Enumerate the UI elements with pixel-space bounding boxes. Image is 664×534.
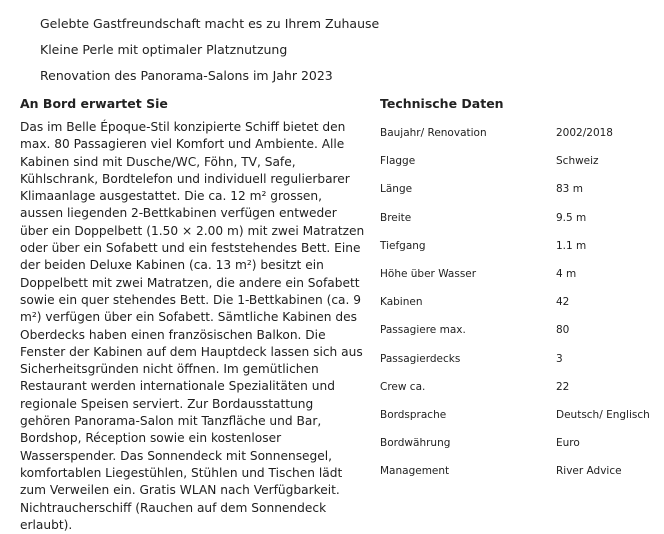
highlights-list [40, 16, 379, 94]
on-board-description: Das im Belle Époque-Stil konzipierte Schiff bietet den max. 80 Passagieren viel Komfort und Ambiente. Alle Kabinen sind mit Dusche/WC, Föhn, TV, Safe, Kühlschrank, Bordtelefon und individuell regulierbarer Klimaanlage ausgestattet. Die ca. 12 m² grossen, aussen liegenden 2-Bettkabinen verfügen entweder über ein Doppelbett (1.50 × 2.00 m) mit zwei Matratzen oder über ein Sofabett und ein feststehendes Bett. Eine der beiden Deluxe Kabinen (ca. 13 m²) besitzt ein Doppelbett mit zwei Matratzen, die andere ein Sofabett sowie ein quer stehendes Bett. Die 1-Bettkabinen (ca. 9 m²) verfügen über ein Sofabett. Sämtliche Kabinen des Oberdecks haben einen französischen Balkon. Die Fenster der Kabinen auf dem Hauptdeck lassen sich aus Sicherheitsgründen nicht öffnen. Im gemütlichen Restaurant werden internationale Spezialitäten und regionale Speisen serviert. Zur Bordausstattung gehören Panorama-Salon mit Tanzfläche und Bar, Bordshop, Réception sowie ein kostenloser Wasserspender. Das Sonnendeck mit Sonnensegel, komfortablen Liegestühlen, Stühlen und Tischen lädt zum Verweilen ein. Gratis WLAN nach Verfügbarkeit. Nichtraucherschiff (Rauchen auf dem Sonnendeck erlaubt). [20, 120, 365, 532]
spec-value: 83 m [556, 183, 583, 196]
spec-label: Passagiere max. [380, 324, 466, 337]
spec-value: Deutsch/ Englisch [556, 408, 650, 421]
spec-row [380, 401, 660, 429]
highlight-item: Renovation des Panorama-Salons im Jahr 2023 [40, 68, 333, 83]
spec-row [380, 147, 660, 175]
spec-row [380, 119, 660, 147]
spec-row [380, 429, 660, 457]
spec-label: Bordwährung [380, 437, 451, 450]
spec-value: 2002/2018 [556, 127, 613, 140]
spec-label: Kabinen [380, 296, 423, 309]
spec-label: Flagge [380, 155, 416, 168]
spec-value: Schweiz [556, 155, 599, 168]
spec-row [380, 260, 660, 288]
spec-value: 9.5 m [556, 211, 587, 224]
spec-label: Crew ca. [380, 380, 426, 393]
spec-label: Höhe über Wasser [380, 268, 477, 281]
spec-row [380, 345, 660, 373]
spec-value: River Advice [556, 465, 622, 478]
spec-label: Tiefgang [380, 239, 426, 252]
spec-value: Euro [556, 437, 580, 450]
spec-row [380, 316, 660, 344]
spec-label: Management [380, 465, 450, 478]
spec-value: 1.1 m [556, 239, 587, 252]
highlight-item: Gelebte Gastfreundschaft macht es zu Ihrem Zuhause [40, 16, 380, 31]
spec-row [380, 457, 660, 485]
spec-value: 3 [556, 352, 563, 365]
spec-row [380, 288, 660, 316]
highlight-item: Kleine Perle mit optimaler Platznutzung [40, 42, 288, 57]
spec-label: Länge [380, 183, 413, 196]
technical-data-table [380, 119, 660, 485]
spec-label: Bordsprache [380, 408, 447, 421]
technical-data-heading: Technische Daten [380, 96, 504, 111]
on-board-heading: An Bord erwartet Sie [20, 96, 168, 111]
spec-value: 22 [556, 380, 570, 393]
spec-row [380, 232, 660, 260]
spec-value: 4 m [556, 268, 577, 281]
spec-label: Breite [380, 211, 412, 224]
spec-value: 80 [556, 324, 570, 337]
spec-label: Baujahr/ Renovation [380, 127, 487, 140]
spec-label: Passagierdecks [380, 352, 461, 365]
spec-value: 42 [556, 296, 570, 309]
spec-row [380, 204, 660, 232]
spec-row [380, 175, 660, 203]
spec-row [380, 373, 660, 401]
